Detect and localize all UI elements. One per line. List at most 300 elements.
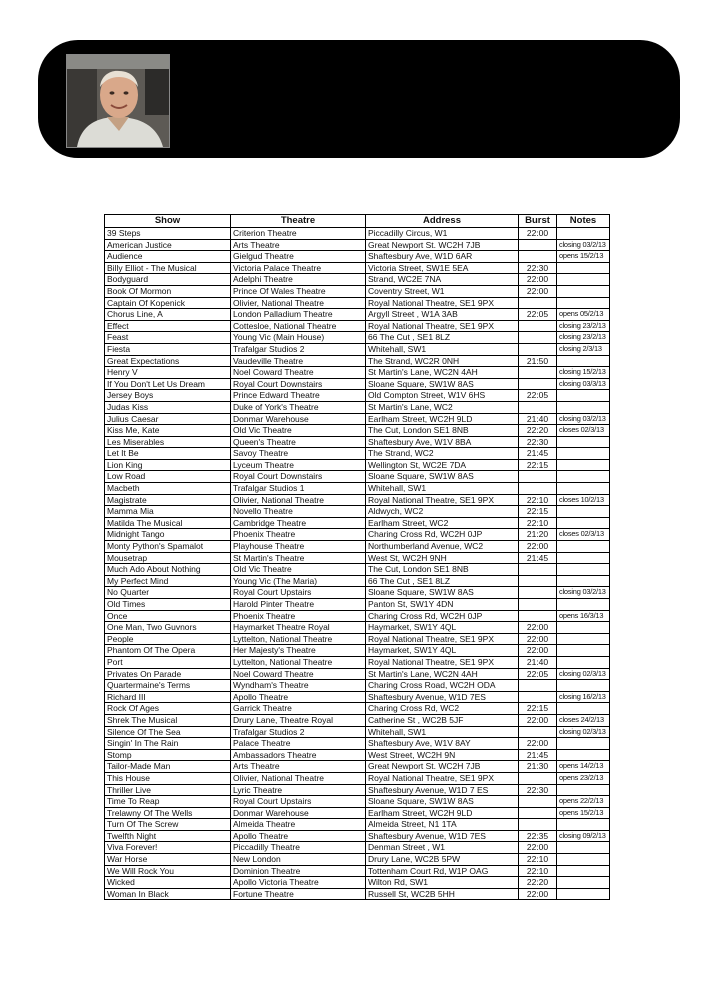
cell-burst: 22:00 <box>519 285 557 297</box>
table-row <box>105 436 610 448</box>
cell-notes <box>557 459 610 471</box>
cell-notes <box>557 703 610 715</box>
table-row <box>105 796 610 808</box>
cell-address: Wilton Rd, SW1 <box>366 877 519 889</box>
cell-address: Shaftesbury Avenue, W1D 7ES <box>366 691 519 703</box>
cell-show: Judas Kiss <box>105 401 231 413</box>
cell-notes <box>557 355 610 367</box>
cell-address: Royal National Theatre, SE1 9PX <box>366 772 519 784</box>
cell-theatre: Adelphi Theatre <box>231 274 366 286</box>
cell-show: Effect <box>105 320 231 332</box>
cell-burst <box>519 599 557 611</box>
cell-theatre: Wyndham's Theatre <box>231 680 366 692</box>
cell-address: Sloane Square, SW1W 8AS <box>366 378 519 390</box>
cell-show: Julius Caesar <box>105 413 231 425</box>
cell-show: Trelawny Of The Wells <box>105 807 231 819</box>
cell-theatre: Noel Coward Theatre <box>231 668 366 680</box>
cell-theatre: Trafalgar Studios 2 <box>231 726 366 738</box>
cell-notes <box>557 436 610 448</box>
table-row <box>105 390 610 402</box>
cell-notes: opens 22/2/13 <box>557 796 610 808</box>
cell-address: Charing Cross Rd, WC2H 0JP <box>366 529 519 541</box>
table-row <box>105 610 610 622</box>
cell-notes <box>557 645 610 657</box>
cell-address: West St, WC2H 9NH <box>366 552 519 564</box>
cell-show: Viva Forever! <box>105 842 231 854</box>
cell-notes <box>557 390 610 402</box>
cell-show: Mousetrap <box>105 552 231 564</box>
cell-show: One Man, Two Guvnors <box>105 622 231 634</box>
cell-theatre: Lyceum Theatre <box>231 459 366 471</box>
cell-address: Tottenham Court Rd, W1P OAG <box>366 865 519 877</box>
cell-burst: 22:00 <box>519 842 557 854</box>
cell-show: Wicked <box>105 877 231 889</box>
table-row <box>105 842 610 854</box>
table-row <box>105 645 610 657</box>
cell-theatre: Trafalgar Studios 1 <box>231 483 366 495</box>
cell-notes <box>557 680 610 692</box>
cell-theatre: Royal Court Downstairs <box>231 378 366 390</box>
cell-theatre: Dominion Theatre <box>231 865 366 877</box>
cell-burst: 21:40 <box>519 656 557 668</box>
table-row <box>105 714 610 726</box>
cell-show: Great Expectations <box>105 355 231 367</box>
cell-show: Mamma Mia <box>105 506 231 518</box>
cell-theatre: Noel Coward Theatre <box>231 367 366 379</box>
cell-show: War Horse <box>105 854 231 866</box>
column-header-show: Show <box>105 215 231 228</box>
table-row <box>105 877 610 889</box>
cell-notes <box>557 228 610 240</box>
cell-theatre: Phoenix Theatre <box>231 610 366 622</box>
cell-burst: 22:00 <box>519 228 557 240</box>
cell-burst: 22:00 <box>519 541 557 553</box>
cell-address: Whitehall, SW1 <box>366 343 519 355</box>
cell-burst: 22:10 <box>519 854 557 866</box>
cell-notes: closing 03/2/13 <box>557 413 610 425</box>
cell-burst: 22:05 <box>519 309 557 321</box>
cell-address: Shaftesbury Ave, W1D 6AR <box>366 251 519 263</box>
cell-theatre: Haymarket Theatre Royal <box>231 622 366 634</box>
cell-show: This House <box>105 772 231 784</box>
cell-address: Catherine St , WC2B 5JF <box>366 714 519 726</box>
table-row <box>105 297 610 309</box>
cell-show: Turn Of The Screw <box>105 819 231 831</box>
cell-theatre: Novello Theatre <box>231 506 366 518</box>
cell-burst: 21:45 <box>519 448 557 460</box>
table-row <box>105 471 610 483</box>
cell-notes: closes 02/3/13 <box>557 425 610 437</box>
cell-show: Privates On Parade <box>105 668 231 680</box>
cell-address: Northumberland Avenue, WC2 <box>366 541 519 553</box>
cell-show: Quartermaine's Terms <box>105 680 231 692</box>
table-row <box>105 587 610 599</box>
cell-theatre: Olivier, National Theatre <box>231 494 366 506</box>
table-row <box>105 575 610 587</box>
cell-theatre: Royal Court Upstairs <box>231 796 366 808</box>
cell-show: Kiss Me, Kate <box>105 425 231 437</box>
cell-notes: opens 16/3/13 <box>557 610 610 622</box>
table-row <box>105 367 610 379</box>
cell-theatre: Her Majesty's Theatre <box>231 645 366 657</box>
cell-show: Audience <box>105 251 231 263</box>
cell-burst: 22:30 <box>519 262 557 274</box>
cell-show: Old Times <box>105 599 231 611</box>
cell-theatre: Cottesloe, National Theatre <box>231 320 366 332</box>
cell-theatre: Palace Theatre <box>231 738 366 750</box>
cell-notes: closes 02/3/13 <box>557 529 610 541</box>
cell-burst: 22:30 <box>519 784 557 796</box>
cell-notes: closes 10/2/13 <box>557 494 610 506</box>
cell-notes: opens 15/2/13 <box>557 807 610 819</box>
cell-show: Lion King <box>105 459 231 471</box>
table-row <box>105 865 610 877</box>
cell-notes: closing 23/2/13 <box>557 332 610 344</box>
cell-address: Great Newport St. WC2H 7JB <box>366 761 519 773</box>
table-row <box>105 738 610 750</box>
cell-address: Royal National Theatre, SE1 9PX <box>366 297 519 309</box>
cell-theatre: Lyttelton, National Theatre <box>231 656 366 668</box>
cell-theatre: Apollo Theatre <box>231 830 366 842</box>
cell-notes <box>557 517 610 529</box>
table-row <box>105 343 610 355</box>
cell-burst: 22:00 <box>519 888 557 900</box>
cell-burst <box>519 587 557 599</box>
cell-notes <box>557 842 610 854</box>
cell-address: 66 The Cut , SE1 8LZ <box>366 332 519 344</box>
cell-burst: 22:00 <box>519 622 557 634</box>
cell-burst: 22:10 <box>519 494 557 506</box>
table-row <box>105 506 610 518</box>
table-row <box>105 552 610 564</box>
cell-address: Sloane Square, SW1W 8AS <box>366 587 519 599</box>
cell-show: Rock Of Ages <box>105 703 231 715</box>
cell-show: Twelfth Night <box>105 830 231 842</box>
cell-address: West Street, WC2H 9N <box>366 749 519 761</box>
cell-notes <box>557 297 610 309</box>
cell-notes <box>557 633 610 645</box>
cell-burst: 22:00 <box>519 738 557 750</box>
cell-show: Magistrate <box>105 494 231 506</box>
cell-show: Matilda The Musical <box>105 517 231 529</box>
cell-show: Low Road <box>105 471 231 483</box>
cell-address: Drury Lane, WC2B 5PW <box>366 854 519 866</box>
cell-burst <box>519 564 557 576</box>
cell-burst <box>519 483 557 495</box>
cell-theatre: Prince Edward Theatre <box>231 390 366 402</box>
cell-notes: closes 24/2/13 <box>557 714 610 726</box>
cell-show: Richard III <box>105 691 231 703</box>
cell-notes: closing 15/2/13 <box>557 367 610 379</box>
cell-address: St Martin's Lane, WC2N 4AH <box>366 668 519 680</box>
table-row <box>105 448 610 460</box>
cell-notes <box>557 262 610 274</box>
cell-show: Fiesta <box>105 343 231 355</box>
table-row <box>105 726 610 738</box>
cell-notes: opens 14/2/13 <box>557 761 610 773</box>
cell-show: Monty Python's Spamalot <box>105 541 231 553</box>
cell-address: Panton St, SW1Y 4DN <box>366 599 519 611</box>
cell-show: Henry V <box>105 367 231 379</box>
cell-address: Earlham Street, WC2H 9LD <box>366 807 519 819</box>
cell-theatre: Almeida Theatre <box>231 819 366 831</box>
cell-theatre: Garrick Theatre <box>231 703 366 715</box>
cell-burst: 22:00 <box>519 633 557 645</box>
cell-show: Silence Of The Sea <box>105 726 231 738</box>
cell-show: If You Don't Let Us Dream <box>105 378 231 390</box>
table-row <box>105 332 610 344</box>
cell-theatre: Gielgud Theatre <box>231 251 366 263</box>
table-row <box>105 355 610 367</box>
cell-address: Charing Cross Rd, WC2 <box>366 703 519 715</box>
cell-theatre: Old Vic Theatre <box>231 425 366 437</box>
cell-theatre: Piccadilly Theatre <box>231 842 366 854</box>
cell-burst: 21:45 <box>519 749 557 761</box>
cell-burst <box>519 320 557 332</box>
cell-burst: 22:10 <box>519 865 557 877</box>
cell-theatre: Drury Lane, Theatre Royal <box>231 714 366 726</box>
cell-show: Stomp <box>105 749 231 761</box>
cell-notes <box>557 274 610 286</box>
cell-theatre: Royal Court Downstairs <box>231 471 366 483</box>
cell-burst <box>519 367 557 379</box>
cell-show: We Will Rock You <box>105 865 231 877</box>
cell-notes: closing 03/2/13 <box>557 587 610 599</box>
cell-burst: 22:05 <box>519 390 557 402</box>
table-row <box>105 854 610 866</box>
cell-show: People <box>105 633 231 645</box>
cell-address: Aldwych, WC2 <box>366 506 519 518</box>
cell-burst: 21:45 <box>519 552 557 564</box>
cell-address: Royal National Theatre, SE1 9PX <box>366 320 519 332</box>
cell-burst: 22:35 <box>519 830 557 842</box>
cell-burst: 22:15 <box>519 459 557 471</box>
cell-address: Shaftesbury Avenue, W1D 7ES <box>366 830 519 842</box>
table-row <box>105 784 610 796</box>
cell-show: Port <box>105 656 231 668</box>
cell-theatre: Olivier, National Theatre <box>231 297 366 309</box>
cell-address: The Cut, London SE1 8NB <box>366 564 519 576</box>
cell-burst: 22:30 <box>519 436 557 448</box>
cell-notes <box>557 738 610 750</box>
cell-address: Haymarket, SW1Y 4QL <box>366 622 519 634</box>
cell-show: Shrek The Musical <box>105 714 231 726</box>
cell-show: Chorus Line, A <box>105 309 231 321</box>
cell-theatre: Lyttelton, National Theatre <box>231 633 366 645</box>
cell-burst <box>519 332 557 344</box>
table-row <box>105 401 610 413</box>
cell-show: My Perfect Mind <box>105 575 231 587</box>
cell-theatre: Arts Theatre <box>231 761 366 773</box>
cell-theatre: Prince Of Wales Theatre <box>231 285 366 297</box>
table-row <box>105 517 610 529</box>
table-row <box>105 888 610 900</box>
cell-burst: 22:20 <box>519 877 557 889</box>
cell-burst <box>519 251 557 263</box>
cell-theatre: St Martin's Theatre <box>231 552 366 564</box>
cell-address: Whitehall, SW1 <box>366 726 519 738</box>
table-row <box>105 320 610 332</box>
cell-theatre: London Palladium Theatre <box>231 309 366 321</box>
cell-notes <box>557 656 610 668</box>
cell-theatre: Queen's Theatre <box>231 436 366 448</box>
cell-notes <box>557 401 610 413</box>
cell-theatre: Fortune Theatre <box>231 888 366 900</box>
cell-notes: closing 03/3/13 <box>557 378 610 390</box>
cell-address: Argyll Street , W1A 3AB <box>366 309 519 321</box>
table-row <box>105 564 610 576</box>
cell-theatre: Donmar Warehouse <box>231 413 366 425</box>
cell-burst: 22:15 <box>519 506 557 518</box>
table-row <box>105 807 610 819</box>
table-row <box>105 680 610 692</box>
cell-show: Once <box>105 610 231 622</box>
table-row <box>105 622 610 634</box>
cell-show: Captain Of Kopenick <box>105 297 231 309</box>
cell-show: Jersey Boys <box>105 390 231 402</box>
cell-address: Haymarket, SW1Y 4QL <box>366 645 519 657</box>
cell-burst <box>519 297 557 309</box>
cell-notes: closing 16/2/13 <box>557 691 610 703</box>
cell-notes: opens 23/2/13 <box>557 772 610 784</box>
table-row <box>105 668 610 680</box>
cell-theatre: Donmar Warehouse <box>231 807 366 819</box>
cell-burst: 22:00 <box>519 274 557 286</box>
table-row <box>105 772 610 784</box>
table-row <box>105 691 610 703</box>
table-row <box>105 239 610 251</box>
cell-show: Les Miserables <box>105 436 231 448</box>
table-row <box>105 599 610 611</box>
cell-burst: 22:15 <box>519 703 557 715</box>
cell-address: Wellington St, WC2E 7DA <box>366 459 519 471</box>
table-row <box>105 262 610 274</box>
cell-notes <box>557 448 610 460</box>
table-row <box>105 703 610 715</box>
cell-address: Old Compton Street, W1V 6HS <box>366 390 519 402</box>
theatre-schedule-table <box>104 214 610 900</box>
cell-show: Macbeth <box>105 483 231 495</box>
cell-theatre: Royal Court Upstairs <box>231 587 366 599</box>
table-row <box>105 378 610 390</box>
cell-address: St Martin's Lane, WC2 <box>366 401 519 413</box>
cell-show: No Quarter <box>105 587 231 599</box>
cell-address: The Cut, London SE1 8NB <box>366 425 519 437</box>
cell-address: Royal National Theatre, SE1 9PX <box>366 633 519 645</box>
cell-show: Singin' In The Rain <box>105 738 231 750</box>
cell-theatre: Olivier, National Theatre <box>231 772 366 784</box>
cell-address: Whitehall, SW1 <box>366 483 519 495</box>
cell-theatre: Old Vic Theatre <box>231 564 366 576</box>
cell-theatre: Apollo Theatre <box>231 691 366 703</box>
cell-show: Billy Elliot - The Musical <box>105 262 231 274</box>
cell-address: Charing Cross Road, WC2H ODA <box>366 680 519 692</box>
cell-notes <box>557 854 610 866</box>
cell-address: The Strand, WC2R 0NH <box>366 355 519 367</box>
cell-address: Piccadilly Circus, W1 <box>366 228 519 240</box>
cell-notes <box>557 622 610 634</box>
cell-notes <box>557 541 610 553</box>
cell-theatre: Harold Pinter Theatre <box>231 599 366 611</box>
cell-address: Shaftesbury Avenue, W1D 7 ES <box>366 784 519 796</box>
cell-show: Woman In Black <box>105 888 231 900</box>
cell-address: Charing Cross Rd, WC2H 0JP <box>366 610 519 622</box>
table-row <box>105 274 610 286</box>
table-row <box>105 251 610 263</box>
cell-theatre: Apollo Victoria Theatre <box>231 877 366 889</box>
cell-notes: closing 02/3/13 <box>557 726 610 738</box>
cell-theatre: New London <box>231 854 366 866</box>
column-header-notes: Notes <box>557 215 610 228</box>
table-row <box>105 761 610 773</box>
cell-address: Royal National Theatre, SE1 9PX <box>366 656 519 668</box>
cell-address: Coventry Street, W1 <box>366 285 519 297</box>
cell-address: The Strand, WC2 <box>366 448 519 460</box>
table-row <box>105 633 610 645</box>
cell-show: Thriller Live <box>105 784 231 796</box>
cell-address: Shaftesbury Ave, W1V 8BA <box>366 436 519 448</box>
cell-burst: 21:30 <box>519 761 557 773</box>
cell-burst: 22:10 <box>519 517 557 529</box>
column-header-theatre: Theatre <box>231 215 366 228</box>
cell-notes <box>557 575 610 587</box>
cell-notes <box>557 564 610 576</box>
cell-show: Feast <box>105 332 231 344</box>
cell-burst <box>519 796 557 808</box>
cell-burst <box>519 772 557 784</box>
cell-show: Time To Reap <box>105 796 231 808</box>
table-row <box>105 656 610 668</box>
cell-show: Book Of Mormon <box>105 285 231 297</box>
cell-theatre: Young Vic (Main House) <box>231 332 366 344</box>
cell-address: Russell St, WC2B 5HH <box>366 888 519 900</box>
cell-theatre: Victoria Palace Theatre <box>231 262 366 274</box>
cell-burst <box>519 575 557 587</box>
cell-address: 66 The Cut , SE1 8LZ <box>366 575 519 587</box>
cell-address: Earlham Street, WC2H 9LD <box>366 413 519 425</box>
portrait-photo <box>66 54 170 148</box>
cell-address: St Martin's Lane, WC2N 4AH <box>366 367 519 379</box>
cell-burst: 22:20 <box>519 425 557 437</box>
table-row <box>105 483 610 495</box>
cell-burst <box>519 610 557 622</box>
cell-notes <box>557 865 610 877</box>
cell-address: Earlham Street, WC2 <box>366 517 519 529</box>
header-row <box>105 215 610 228</box>
cell-notes <box>557 552 610 564</box>
cell-show: Let It Be <box>105 448 231 460</box>
cell-burst <box>519 691 557 703</box>
cell-burst: 21:40 <box>519 413 557 425</box>
cell-burst <box>519 343 557 355</box>
header-banner <box>38 40 680 158</box>
cell-notes <box>557 471 610 483</box>
cell-address: Sloane Square, SW1W 8AS <box>366 471 519 483</box>
cell-notes: closing 03/2/13 <box>557 239 610 251</box>
cell-burst <box>519 726 557 738</box>
cell-address: Denman Street , W1 <box>366 842 519 854</box>
cell-notes: closing 23/2/13 <box>557 320 610 332</box>
cell-notes <box>557 599 610 611</box>
cell-burst <box>519 401 557 413</box>
cell-theatre: Vaudeville Theatre <box>231 355 366 367</box>
cell-theatre: Duke of York's Theatre <box>231 401 366 413</box>
cell-notes <box>557 819 610 831</box>
table-row <box>105 541 610 553</box>
cell-show: Bodyguard <box>105 274 231 286</box>
cell-show: Tailor-Made Man <box>105 761 231 773</box>
cell-show: American Justice <box>105 239 231 251</box>
